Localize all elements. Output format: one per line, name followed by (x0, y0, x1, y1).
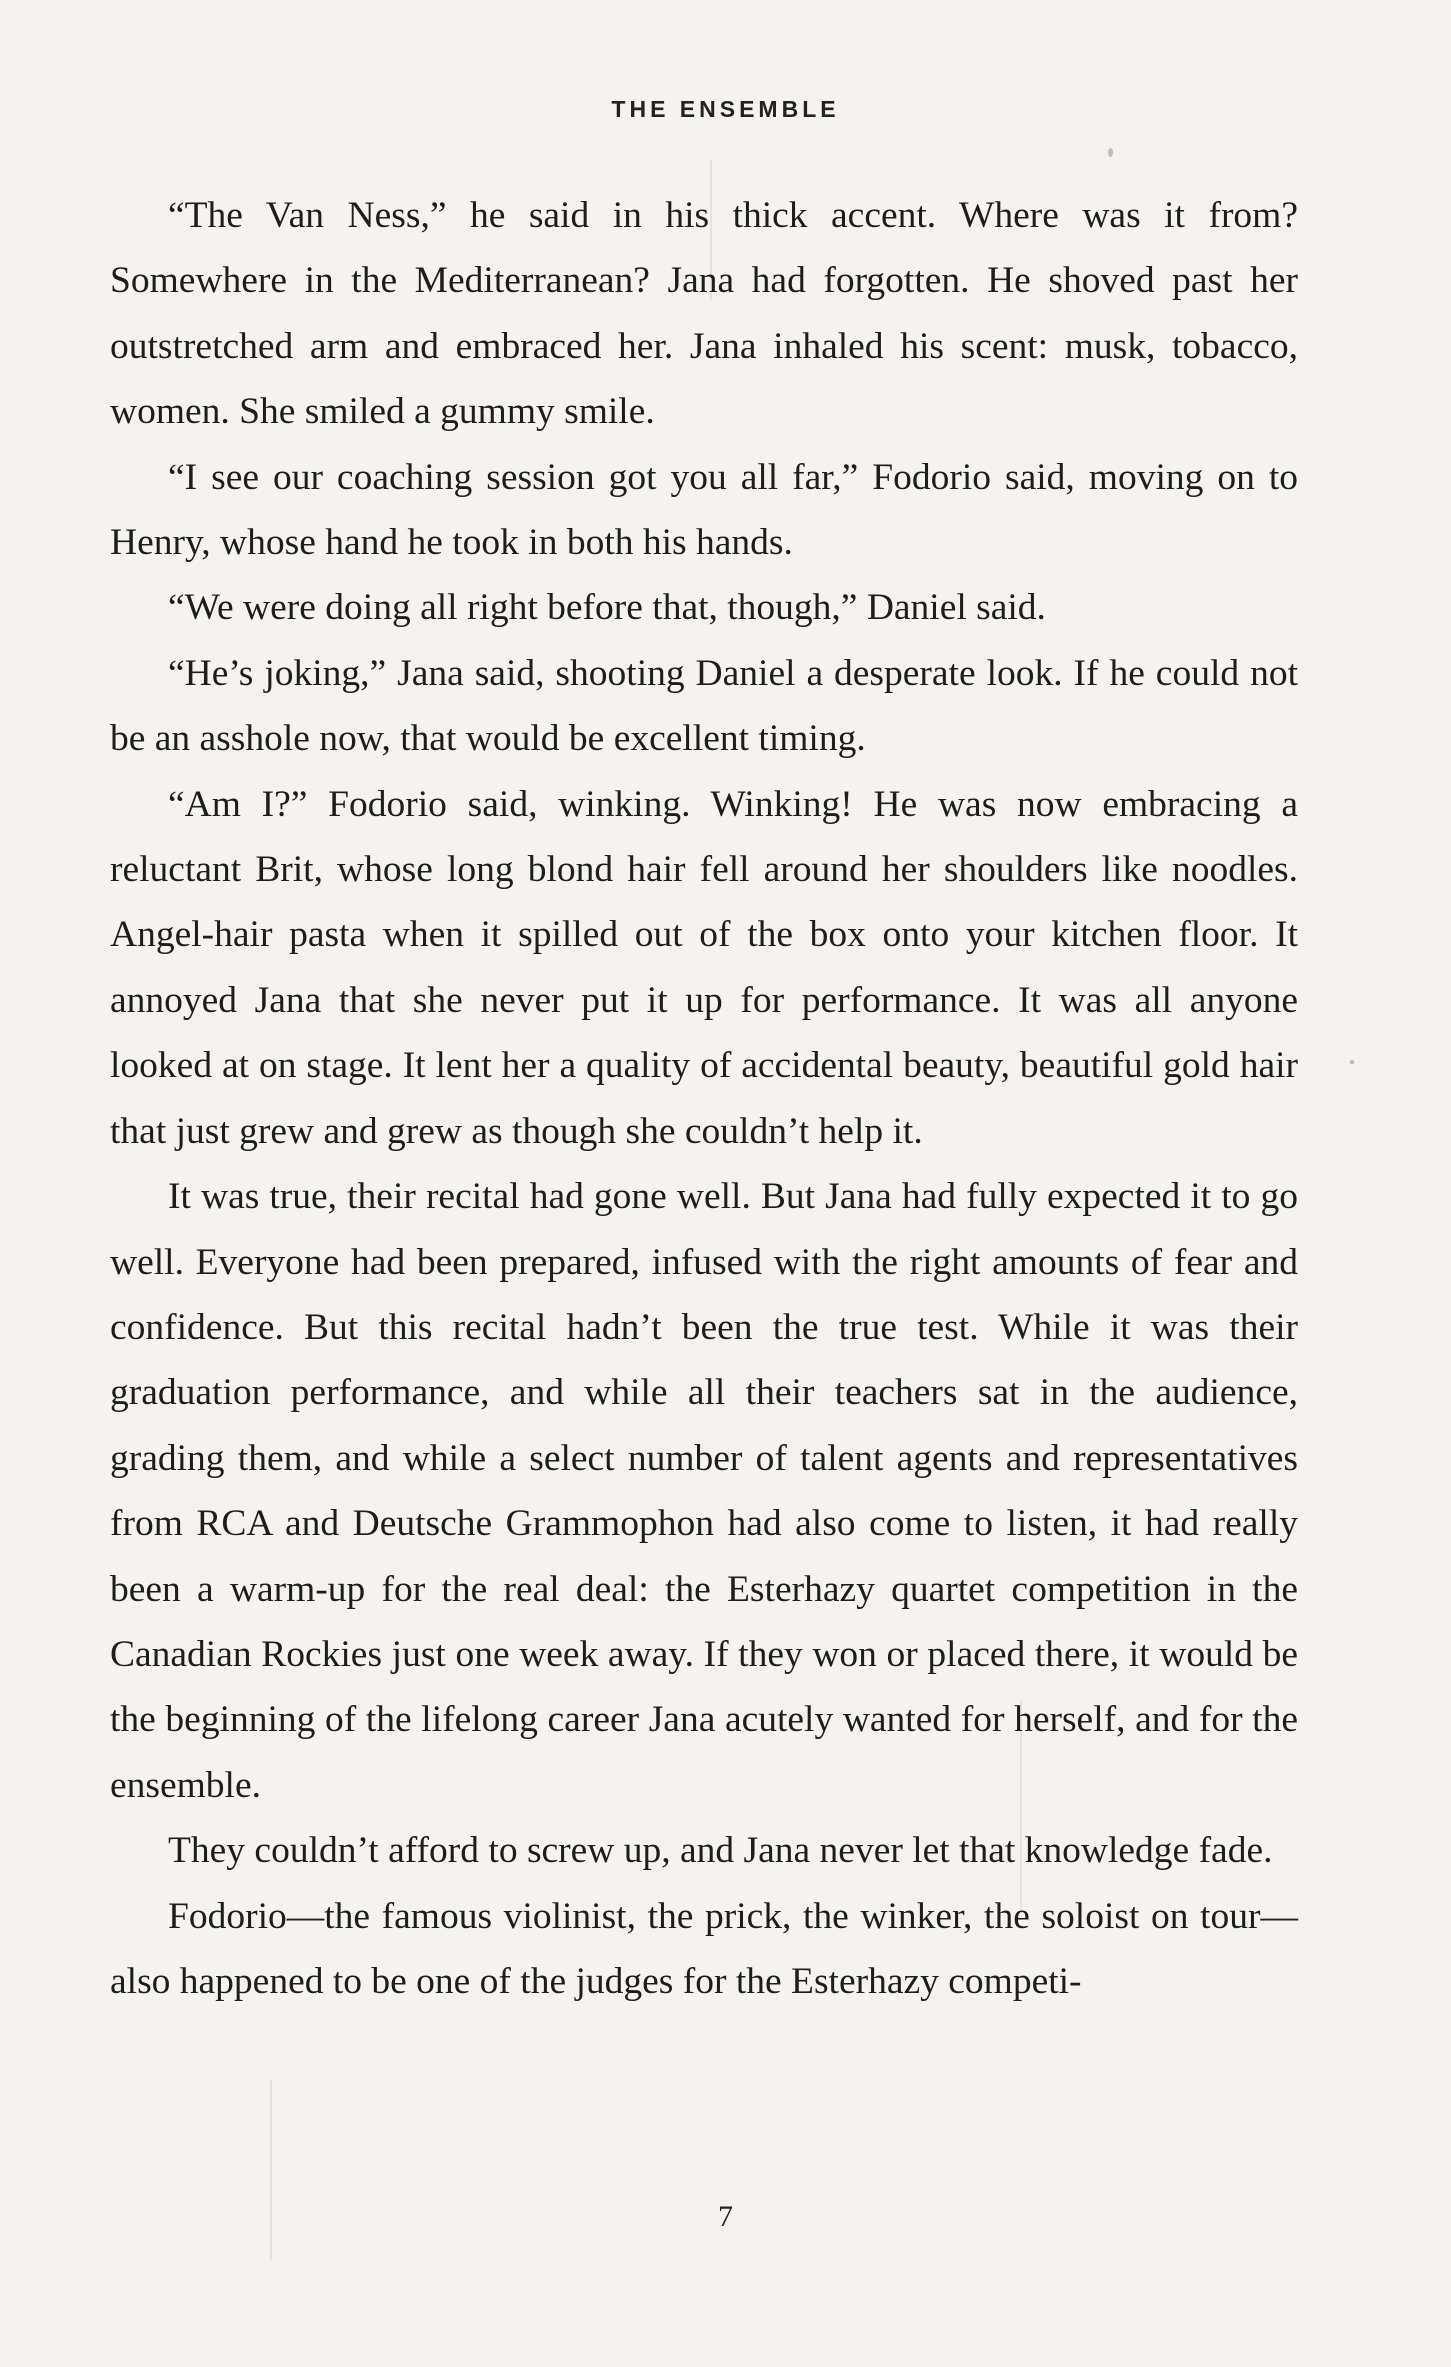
paragraph: “Am I?” Fodorio said, winking. Winking! He was now embracing a reluctant Brit, whose long blond hair fell around her shoulders like noodles. Angel-hair pasta when it spilled out of the box onto your kitchen floor. It annoyed Jana that she never put it up for performance. It was all anyone looked at on stage. It lent her a quality of accidental beauty, beautiful gold hair that just grew and grew as though she couldn’t help it. (110, 783, 1298, 1152)
scan-speck (1350, 1060, 1354, 1064)
paragraph: It was true, their recital had gone well. But Jana had fully expected it to go well. Everyone had been prepared, infused with the right amounts of fear and confidence. But this recital hadn’t been the true test. While it was their graduation performance, and while all their teachers sat in the audience, grading them, and while a select number of talent agents and representatives from RCA and Deutsche Grammophon had also come to listen, it had really been a warm-up for the real deal: the Esterhazy quartet competition in the Canadian Rockies just one week away. If they won or placed there, it would be the beginning of the lifelong career Jana acutely wanted for herself, and for the ensemble. (110, 1176, 1298, 1806)
paragraph: Fodorio—the famous violinist, the prick, the winker, the soloist on tour—also happened to be one of the judges for the Esterhazy competi- (110, 1895, 1298, 2002)
scan-speck (1108, 148, 1113, 157)
paragraph: They couldn’t afford to screw up, and Jana never let that knowledge fade. (168, 1830, 1273, 1872)
paragraph: “I see our coaching session got you all far,” Fodorio said, moving on to Henry, whose hand he took in both his hands. (110, 456, 1298, 564)
paragraph: “He’s joking,” Jana said, shooting Daniel a desperate look. If he could not be an asshole now, that would be excellent timing. (110, 652, 1298, 760)
paragraph: “We were doing all right before that, though,” Daniel said. (168, 587, 1046, 629)
body-text (110, 183, 1298, 2014)
paragraph: “The Van Ness,” he said in his thick accent. Where was it from? Somewhere in the Mediterranean? Jana had forgotten. He shoved past her outstretched arm and embraced her. Jana inhaled his scent: musk, tobacco, women. She smiled a gummy smile. (110, 195, 1298, 433)
page-number: 7 (718, 2200, 733, 2233)
running-head-title: THE ENSEMBLE (611, 96, 840, 122)
